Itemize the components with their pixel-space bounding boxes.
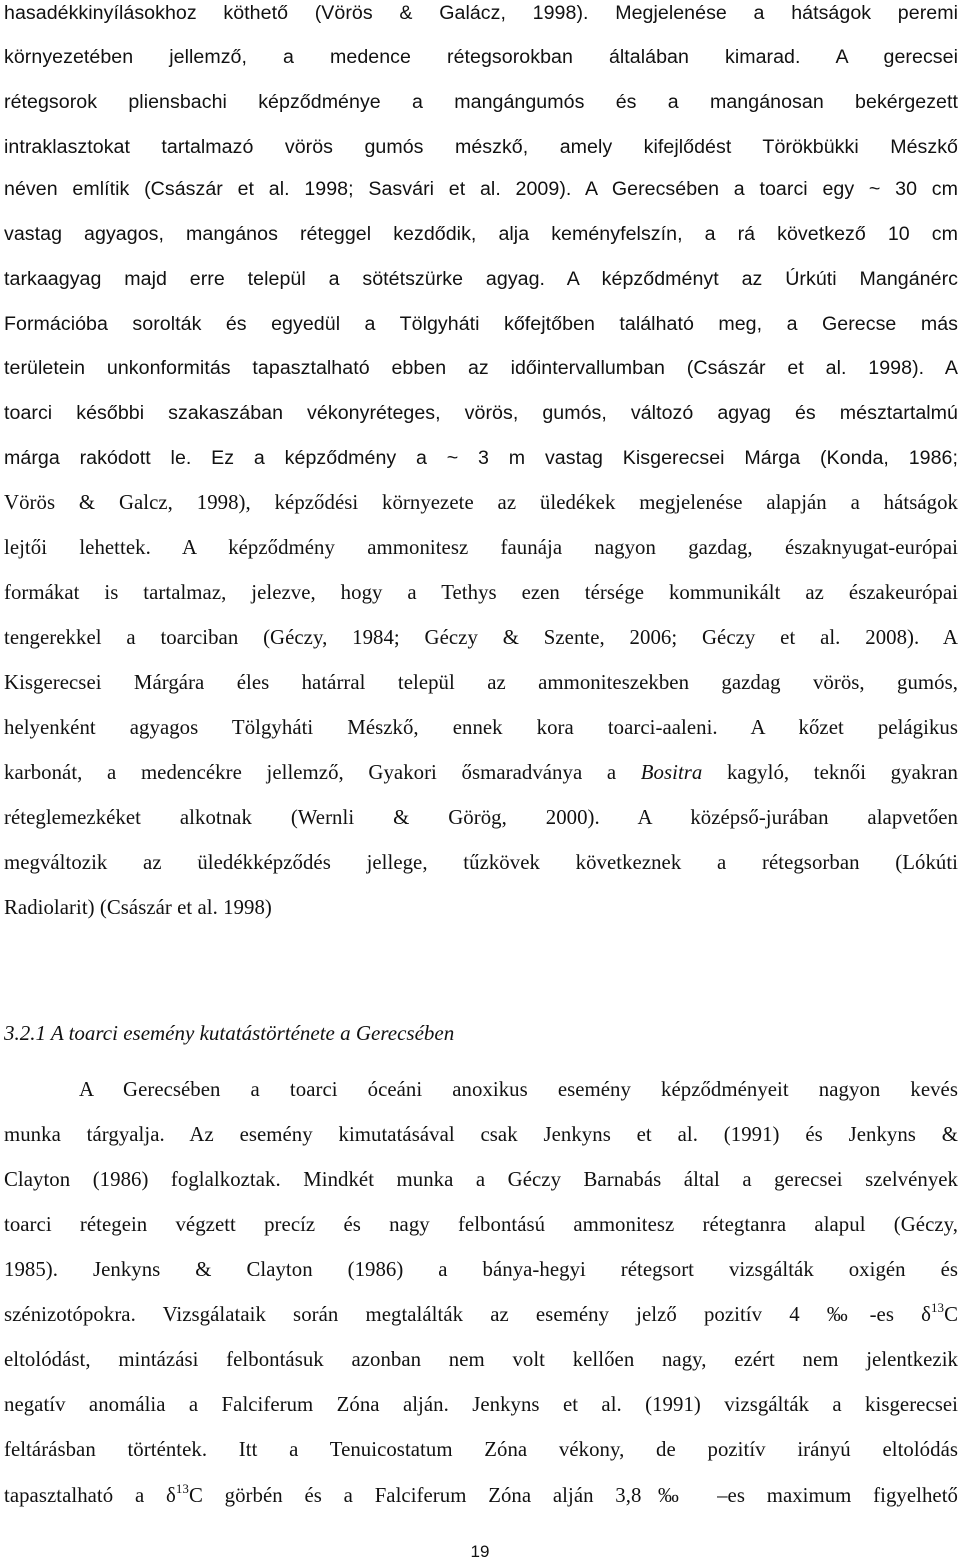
paragraph-line-with-italic (4, 758, 958, 788)
paragraph-line: helyenként agyagos Tölgyháti Mészkő, ennek kora toarci-aaleni. A kőzet pelágikus (4, 716, 958, 739)
text-segment: C (944, 1303, 958, 1326)
text-segment: szénizotópokra. Vizsgálataik során megtalálták az esemény jelző pozitív 4 ‰-es δ (4, 1303, 931, 1326)
text-segment: karbonát, a medencékre jellemző, Gyakori ősmaradványa a (4, 761, 641, 784)
paragraph-line: negatív anomália a Falciferum Zóna alján. Jenkyns et al. (1991) vizsgálták a kisgerecsei (4, 1393, 958, 1416)
paragraph-line: feltárásban történtek. Itt a Tenuicostatum Zóna vékony, de pozitív irányú eltolódás (4, 1438, 958, 1461)
page-number: 19 (470, 1542, 490, 1561)
paragraph-line: Formációba sorolták és egyedül a Tölgyháti kőfejtőben található meg, a Gerecse más (4, 313, 958, 335)
paragraph-line: eltolódást, mintázási felbontásuk azonban nem volt kellően nagy, ezért nem jelentkezik (4, 1348, 958, 1371)
paragraph-line: hasadékkinyílásokhoz köthető (Vörös & Galácz, 1998). Megjelenése a hátságok peremi (4, 2, 958, 24)
paragraph-line: Radiolarit) (Császár et al. 1998) (4, 896, 272, 919)
paragraph-line: tengerekkel a toarciban (Géczy, 1984; Géczy & Szente, 2006; Géczy et al. 2008). A (4, 626, 958, 649)
paragraph-line: Clayton (1986) foglalkoztak. Mindkét munka a Géczy Barnabás által a gerecsei szelvények (4, 1168, 958, 1191)
paragraph-line: lejtői lehettek. A képződmény ammonitesz faunája nagyon gazdag, északnyugat-európai (4, 536, 958, 559)
isotope-superscript: 13 (930, 1300, 945, 1315)
paragraph-line: A Gerecsében a toarci óceáni anoxikus esemény képződményeit nagyon kevés (79, 1078, 958, 1101)
paragraph-line: formákat is tartalmaz, jelezve, hogy a Tethys ezen térsége kommunikált az északeurópai (4, 581, 958, 604)
paragraph-line: Vörös & Galcz, 1998), képződési környezete az üledékek megjelenése alapján a hátságok (4, 491, 958, 514)
italic-genus-name: Bositra (640, 761, 703, 784)
isotope-superscript: 13 (175, 1481, 189, 1496)
text-segment: tapasztalható a δ (4, 1484, 176, 1507)
paragraph-line: Kisgerecsei Márgára éles határral települ az ammoniteszekben gazdag vörös, gumós, (4, 671, 958, 694)
paragraph-line-with-superscript (4, 1300, 958, 1330)
paragraph-line: réteglemezkéket alkotnak (Wernli & Görög, 2000). A középső-jurában alapvetően (4, 806, 958, 829)
paragraph-line: toarci későbbi szakaszában vékonyréteges, vörös, gumós, változó agyag és mésztartalmú (4, 402, 958, 424)
paragraph-line: márga rakódott le. Ez a képződmény a ~ 3 m vastag Kisgerecsei Márga (Konda, 1986; (4, 447, 958, 469)
paragraph-line: megváltozik az üledékképződés jellege, tűzkövek következnek a rétegsorban (Lókúti (4, 851, 958, 874)
paragraph-line: területein unkonformitás tapasztalható ebben az időintervallumban (Császár et al. 1998). A (4, 357, 958, 379)
paragraph-line: munka tárgyalja. Az esemény kimutatásával csak Jenkyns et al. (1991) és Jenkyns & (4, 1123, 958, 1146)
paragraph-line: környezetében jellemző, a medence rétegsorokban általában kimarad. A gerecsei (4, 46, 958, 68)
paragraph-line-with-superscript (4, 1481, 958, 1511)
text-segment: C görbén és a Falciferum Zóna alján 3,8‰ –es maximum figyelhető (188, 1484, 958, 1507)
paragraph-line: néven említik (Császár et al. 1998; Sasvári et al. 2009). A Gerecsében a toarci egy ~ 30 cm (4, 178, 958, 200)
paragraph-line: tarkaagyag majd erre települ a sötétszürke agyag. A képződményt az Úrkúti Mangánérc (4, 268, 958, 290)
paragraph-line: intraklasztokat tartalmazó vörös gumós mészkő, amely kifejlődést Törökbükki Mészkő (4, 136, 958, 158)
text-segment: kagyló, teknői gyakran (702, 761, 959, 784)
paragraph-line: rétegsorok pliensbachi képződménye a mangángumós és a mangánosan bekérgezett (4, 91, 958, 113)
paragraph-line: 1985). Jenkyns & Clayton (1986) a bánya-hegyi rétegsort vizsgálták oxigén és (4, 1258, 958, 1281)
paragraph-line: toarci rétegein végzett precíz és nagy felbontású ammonitesz rétegtanra alapul (Géczy, (4, 1213, 958, 1236)
paragraph-line: vastag agyagos, mangános réteggel kezdődik, alja keményfelszín, a rá következő 10 cm (4, 223, 958, 245)
section-heading: 3.2.1 A toarci esemény kutatástörténete a Gerecsében (4, 1021, 455, 1045)
